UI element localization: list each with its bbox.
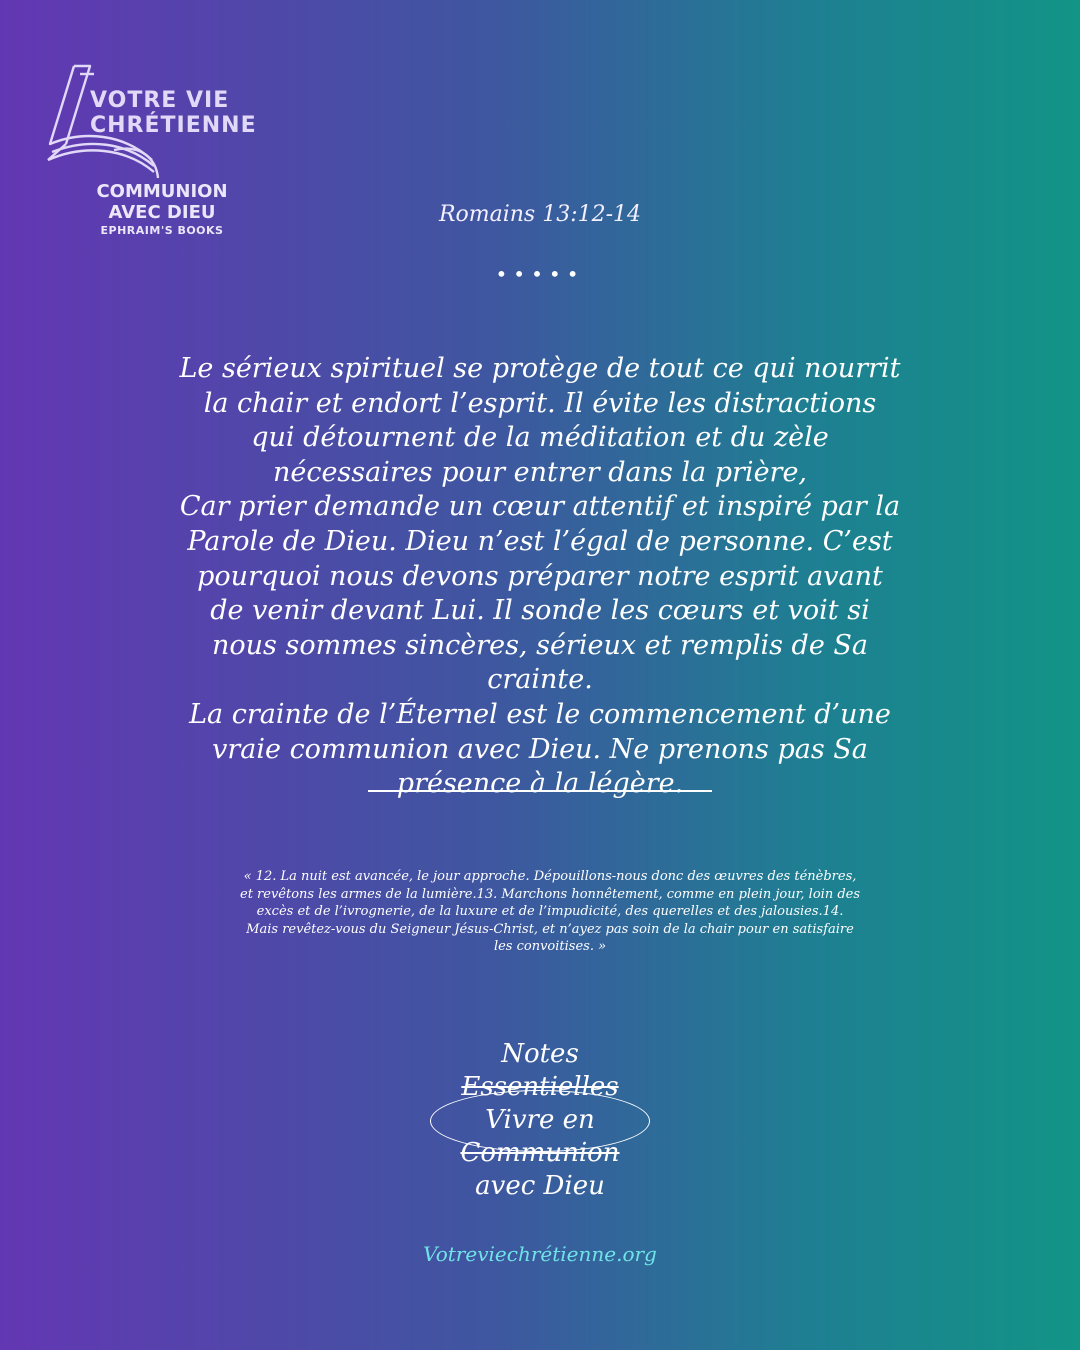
- notes-line-struck: Communion: [460, 1138, 620, 1168]
- scripture-reference: Romains 13:12-14: [438, 202, 642, 227]
- scripture-quote: « 12. La nuit est avancée, le jour approche. Dépouillons-nous donc des œuvres des ténèbres, et revêtons les armes de la lumière.13. Marchons honnêtement, comme en plein jour, loin des excès et de l’ivrognerie, de la luxure et de l’impudicité, des querelles et des jalousies.14. Mais revêtez-vous du Seigneur Jésus-Christ, et n’ayez pas soin de la chair pour en satisfaire les convoitises. »: [240, 869, 861, 954]
- meditation-paragraph: La crainte de l’Éternel est le commencement d’une vraie communion avec Dieu. Ne prenons pas Sa présence à la légère.: [189, 698, 891, 800]
- notes-line-circled: Vivre en: [485, 1105, 595, 1135]
- decorative-dots: •••••: [495, 262, 585, 286]
- notes-line-struck: Essentielles: [461, 1072, 619, 1102]
- logo-subtitle-communion: COMMUNION: [96, 181, 228, 202]
- notes-title-block: [390, 1038, 690, 1203]
- section-divider: [368, 790, 712, 792]
- logo-subtitle-avec-dieu: AVEC DIEU: [108, 202, 216, 223]
- notes-line: Notes: [501, 1039, 579, 1069]
- website-link[interactable]: Votreviechrétienne.org: [423, 1242, 657, 1266]
- logo-publisher: EPHRAIM'S BOOKS: [100, 224, 224, 237]
- notes-line: avec Dieu: [475, 1171, 605, 1201]
- meditation-paragraph: Le sérieux spirituel se protège de tout ce qui nourrit la chair et endort l’esprit. Il évite les distractions qui détournent de la méditation et du zèle nécessaires pour entrer dans la prière,: [179, 353, 901, 488]
- logo-title-line2: CHRÉTIENNE: [90, 113, 257, 138]
- meditation-paragraph: Car prier demande un cœur attentif et inspiré par la Parole de Dieu. Dieu n’est l’égal de personne. C’est pourquoi nous devons préparer notre esprit avant de venir devant Lui. Il sonde les cœurs et voit si nous sommes sincères, sérieux et remplis de Sa crainte.: [179, 491, 901, 696]
- logo-title-line1: VOTRE VIE: [90, 88, 230, 113]
- main-meditation-text: [178, 352, 902, 802]
